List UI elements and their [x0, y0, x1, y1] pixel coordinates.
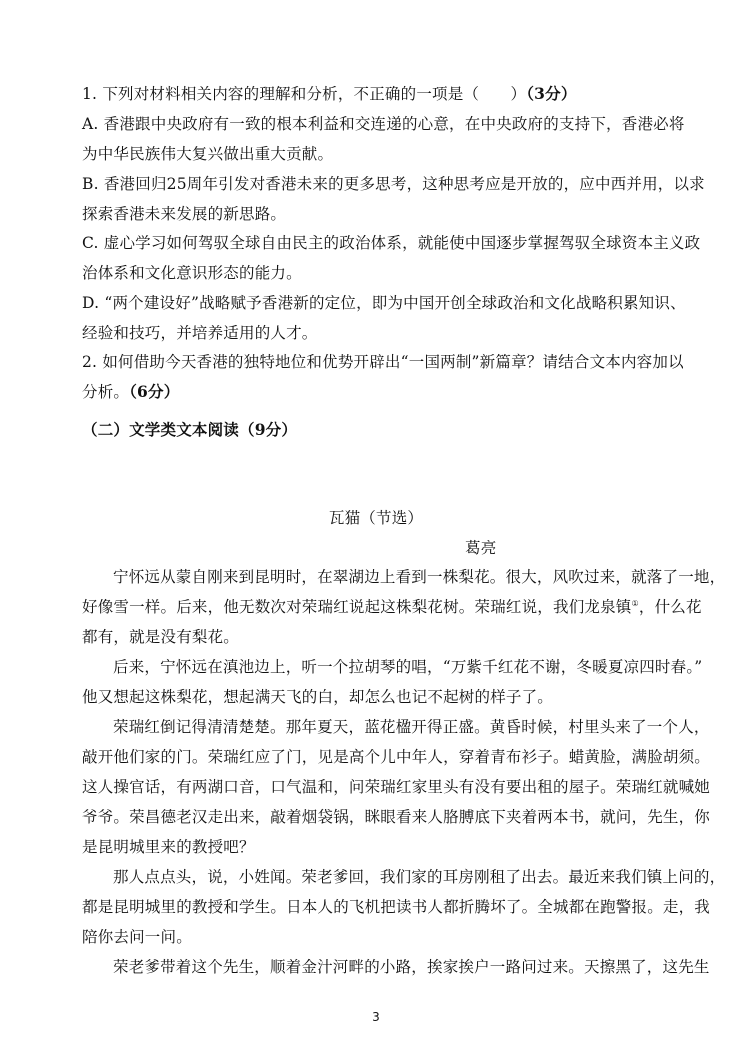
option-b-line-1: B. 香港回归25周年引发对香港未来的更多思考，这种思考应是开放的，应中西并用，以求	[82, 175, 705, 193]
paragraph-5-line-1: 荣老爹带着这个先生，顺着金汁河畔的小路，挨家挨户一路问过来。天擦黑了，这先生	[113, 958, 710, 976]
paragraph-3-line-4: 爷爷。荣昌德老汉走出来，敲着烟袋锅，眯眼看来人胳膊底下夹着两本书，就问，先生，你	[82, 808, 711, 826]
option-a-line-2: 为中华民族伟大复兴做出重大贡献。	[82, 145, 334, 163]
paragraph-2-line-1: 后来，宁怀远在滇池边上，听一个拉胡琴的唱，“万紫千红花不谢，冬暖夏凉四时春。”	[113, 658, 703, 676]
story-title: 瓦猫（节选）	[328, 509, 424, 527]
option-c-line-1: C. 虚心学习如何驾驭全球自由民主的政治体系，就能使中国逐步掌握驾驭全球资本主义政	[82, 234, 701, 252]
paragraph-1-line-2-tail: ，什么花	[638, 598, 702, 616]
option-c-line-2: 治体系和文化意识形态的能力。	[82, 264, 302, 282]
paragraph-2-line-2: 他又想起这株梨花，想起满天飞的白，却怎么也记不起树的样子了。	[82, 688, 554, 706]
option-b-line-2: 探索香港未来发展的新思路。	[82, 205, 287, 223]
question-2-line-1: 2. 如何借助今天香港的独特地位和优势开辟出“一国两制”新篇章？请结合文本内容加以	[82, 353, 684, 371]
question-2-points: （6分）	[129, 382, 180, 401]
footnote-marker: ①	[631, 598, 639, 608]
question-1-text: 1. 下列对材料相关内容的理解和分析，不正确的一项是（ ）	[82, 85, 527, 103]
paragraph-4-line-2: 都是昆明城里的教授和学生。日本人的飞机把读书人都折腾坏了。全城都在跑警报。走，我	[82, 898, 711, 916]
paragraph-1-line-2-text: 好像雪一样。后来，他无数次对荣瑞红说起这株梨花树。荣瑞红说，我们龙泉镇	[82, 598, 632, 616]
paragraph-4-line-3: 陪你去问一问。	[82, 928, 192, 946]
question-1-stem	[82, 84, 692, 104]
option-d-line-2: 经验和技巧，并培养适用的人才。	[82, 324, 318, 342]
paragraph-3-line-3: 这人操官话，有两湖口音，口气温和，问荣瑞红家里头有没有要出租的屋子。荣瑞红就喊她	[82, 778, 711, 796]
option-a-line-1: A. 香港跟中央政府有一致的根本利益和交连递的心意，在中央政府的支持下，香港必将	[82, 115, 685, 133]
paragraph-1-line-2	[82, 597, 702, 617]
question-2-line-2	[82, 382, 692, 402]
option-d-line-1: D. “两个建设好”战略赋予香港新的定位，即为中国开创全球政治和文化战略积累知识、	[82, 294, 686, 312]
question-1-points: （3分）	[526, 84, 577, 103]
page-number: 3	[372, 1010, 380, 1024]
paragraph-1-line-3: 都有，就是没有梨花。	[82, 628, 240, 646]
paragraph-3-line-2: 敲开他们家的门。荣瑞红应了门，见是高个儿中年人，穿着青布衫子。蜡黄脸，满脸胡须。	[82, 748, 711, 766]
paragraph-3-line-5: 是昆明城里来的教授吧？	[82, 838, 255, 856]
story-author: 葛亮	[465, 539, 497, 557]
section-heading: （二）文学类文本阅读（9分）	[82, 420, 298, 439]
question-2-text: 分析。	[82, 383, 130, 401]
paragraph-3-line-1: 荣瑞红倒记得清清楚楚。那年夏天，蓝花楹开得正盛。黄昏时候，村里头来了一个人，	[113, 718, 710, 736]
paragraph-4-line-1: 那人点点头，说，小姓闻。荣老爹回，我们家的耳房刚租了出去。最近来我们镇上问的，	[113, 868, 726, 886]
paragraph-1-line-1: 宁怀远从蒙自刚来到昆明时，在翠湖边上看到一株梨花。很大，风吹过来，就落了一地，	[113, 568, 726, 586]
